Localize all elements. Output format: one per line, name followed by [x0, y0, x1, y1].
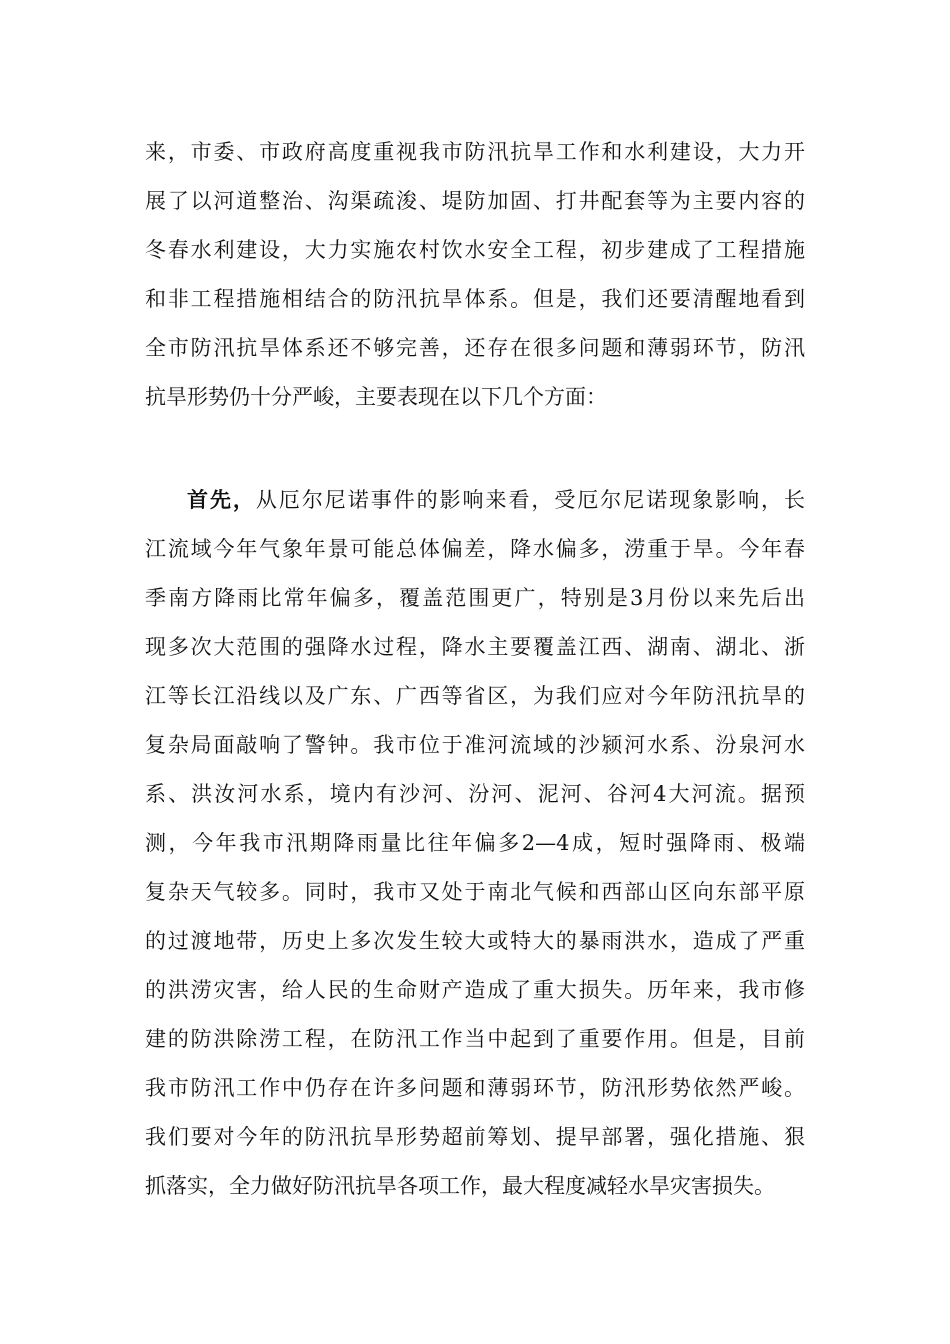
text-line: 江流域今年气象年景可能总体偏差，降水偏多，涝重于旱。今年春: [145, 537, 805, 561]
text-line: 建的防洪除涝工程，在防汛工作当中起到了重要作用。但是，目前: [145, 1027, 805, 1051]
text-line: 系、洪汝河水系，境内有沙河、汾河、泥河、谷河4大河流。据预: [145, 782, 805, 806]
text-line: 现多次大范围的强降水过程，降水主要覆盖江西、湖南、湖北、浙: [145, 635, 805, 659]
text-line: 测，今年我市汛期降雨量比往年偏多2—4成，短时强降雨、极端: [145, 831, 805, 855]
paragraph-first-line: [145, 485, 805, 515]
text-line: 我市防汛工作中仍存在许多问题和薄弱环节，防汛形势依然严峻。: [145, 1076, 805, 1100]
text-line: 复杂天气较多。同时，我市又处于南北气候和西部山区向东部平原: [145, 880, 805, 904]
text-line: 全市防汛抗旱体系还不够完善，还存在很多问题和薄弱环节，防汛: [145, 336, 805, 360]
text-line: 季南方降雨比常年偏多，覆盖范围更广，特别是3月份以来先后出: [145, 586, 805, 610]
text-line: 的洪涝灾害，给人民的生命财产造成了重大损失。历年来，我市修: [145, 978, 805, 1002]
text-line: 我们要对今年的防汛抗旱形势超前筹划、提早部署，强化措施、狠: [145, 1125, 805, 1149]
text-line: 和非工程措施相结合的防汛抗旱体系。但是，我们还要清醒地看到: [145, 287, 805, 311]
text-line: 复杂局面敲响了警钟。我市位于准河流域的沙颍河水系、汾泉河水: [145, 733, 805, 757]
text-line: 来，市委、市政府高度重视我市防汛抗旱工作和水利建设，大力开: [145, 140, 805, 164]
text-line: 的过渡地带，历史上多次发生较大或特大的暴雨洪水，造成了严重: [145, 929, 805, 953]
paragraph-first-line-rest: 从厄尔尼诺事件的影响来看，受厄尔尼诺现象影响，长: [255, 488, 806, 512]
text-line: 展了以河道整治、沟渠疏浚、堤防加固、打井配套等为主要内容的: [145, 189, 805, 213]
text-line: 抓落实，全力做好防汛抗旱各项工作，最大程度减轻水旱灾害损失。: [145, 1174, 775, 1198]
text-line: 冬春水利建设，大力实施农村饮水安全工程，初步建成了工程措施: [145, 238, 805, 262]
paragraph-lead: 首先，: [187, 487, 256, 512]
text-line: 抗旱形势仍十分严峻，主要表现在以下几个方面：: [145, 385, 607, 409]
text-line: 江等长江沿线以及广东、广西等省区，为我们应对今年防汛抗旱的: [145, 684, 805, 708]
